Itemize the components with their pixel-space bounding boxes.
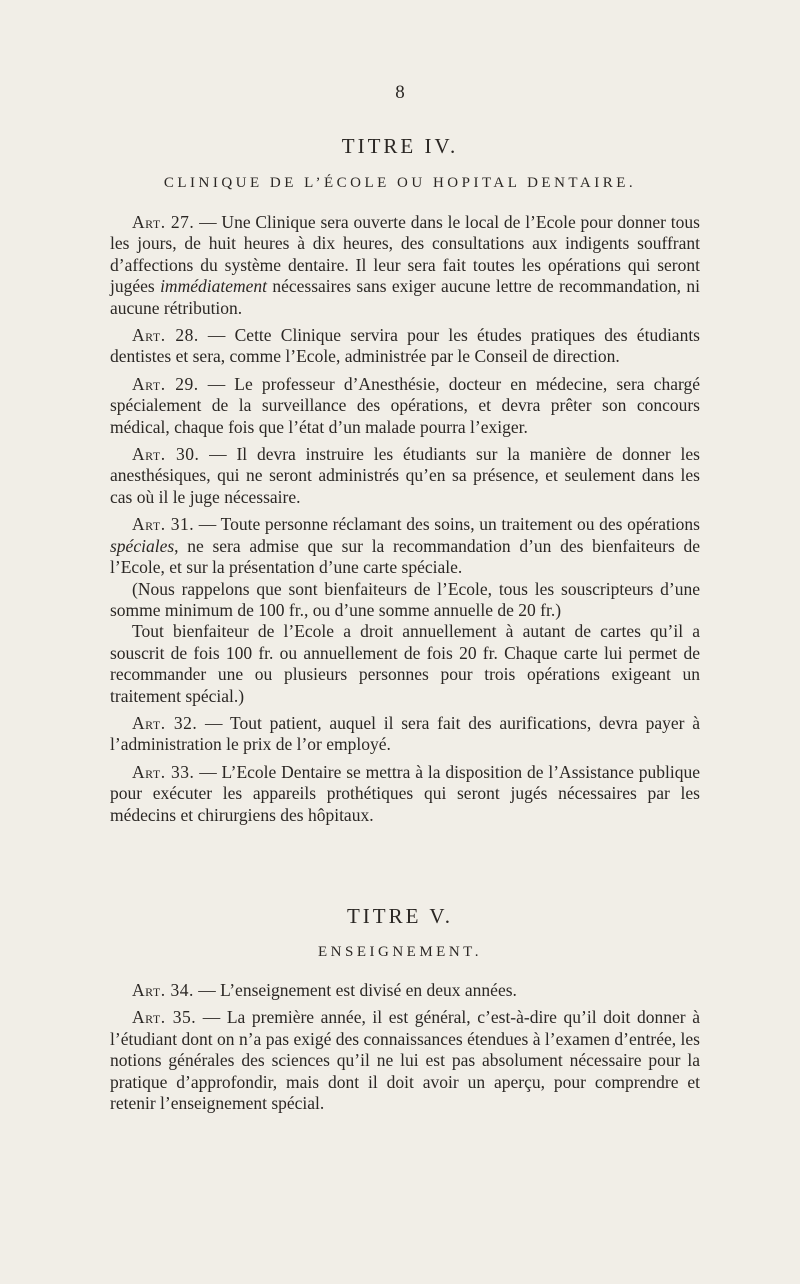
- article-text: — L’enseignement est divisé en deux années.: [193, 980, 517, 1000]
- article-label: Art. 29.: [132, 373, 199, 394]
- titre-iv-subheading: CLINIQUE DE L’ÉCOLE OU HOPITAL DENTAIRE.: [163, 175, 637, 191]
- article-emphasis: immédiatement: [160, 276, 267, 297]
- article-label: Art. 35.: [132, 1007, 197, 1028]
- article-28: [110, 325, 700, 368]
- article-35: [110, 1007, 700, 1114]
- titre-v-heading: TITRE V.: [346, 904, 454, 928]
- article-label: Art. 27.: [132, 212, 195, 232]
- article-text: — Une Clinique sera ouverte dans le local de l’Ecole pour donner tous les jours, de huit heures à dix heures, des consultations aux indigents souffrant d’affections du système dentaire. Il leur sera fait toutes les opérations qui seront jugées: [110, 212, 700, 297]
- article-emphasis: spéciales: [110, 535, 175, 556]
- article-32: [110, 713, 700, 756]
- article-text: , ne sera admise que sur la recommandation d’un des bienfaiteurs de l’Ecole, et sur la présentation d’une carte spéciale.: [110, 535, 700, 578]
- titre-v-body: [110, 980, 700, 1120]
- titre-iv-body: [110, 212, 700, 832]
- article-text: — L’Ecole Dentaire se mettra à la disposition de l’Assistance publique pour exécuter les appareils prothétiques qui seront jugés nécessaires par les médecins et chirurgiens des hôpitaux.: [110, 761, 700, 825]
- titre-iv-heading: TITRE IV.: [341, 134, 459, 158]
- article-34: [110, 980, 700, 1001]
- article-label: Art. 30.: [132, 444, 200, 465]
- article-label: Art. 33.: [132, 761, 195, 782]
- article-label: Art. 32.: [132, 712, 198, 733]
- titre-v-subheading: ENSEIGNEMENT.: [318, 944, 482, 960]
- article-text: nécessaires sans exiger aucune lettre de recommandation, ni aucune rétribution.: [110, 276, 700, 318]
- article-text: — Le professeur d’Anesthésie, docteur en médecine, sera chargé spécialement de la surveillance des opérations, et devra prêter son concours médical, chaque fois que l’état d’un malade pourra l’exiger.: [110, 373, 700, 437]
- article-text: — Il devra instruire les étudiants sur la manière de donner les anesthésiques, qui ne seront administrés qu’en sa présence, et seulement dans les cas où il le juge nécessaire.: [110, 444, 700, 507]
- article-30: [110, 444, 700, 508]
- article-29: [110, 374, 700, 438]
- article-label: Art. 28.: [132, 325, 199, 346]
- article-label: Art. 34.: [132, 980, 194, 1000]
- note-text: Tout bienfaiteur de l’Ecole a droit annuellement à autant de cartes qu’il a souscrit de fois 100 fr. ou annuellement de fois 20 fr. Chaque carte lui permet de recommander une ou plusieurs personnes pour trois opérations exigeant un traitement spécial.): [110, 621, 700, 706]
- article-33: [110, 762, 700, 826]
- cartes-note: [110, 621, 700, 707]
- article-text: — Tout patient, auquel il sera fait des aurifications, devra payer à l’administration le prix de l’or employé.: [110, 712, 700, 755]
- note-text: (Nous rappelons que sont bienfaiteurs de l’Ecole, tous les souscripteurs d’une somme minimum de 100 fr., ou d’une somme annuelle de 20 fr.): [110, 578, 700, 620]
- article-27: [110, 212, 700, 319]
- article-label: Art. 31.: [132, 514, 195, 535]
- article-31: [110, 514, 700, 578]
- bienfaiteurs-note: [110, 579, 700, 622]
- article-text: — La première année, il est général, c’est-à-dire qu’il doit donner à l’étudiant dont on n’a pas exigé des connaissances étendues à l’examen d’entrée, les notions générales des sciences qu’il ne lui est pas absolument nécessaire pour la pratique d’approfondir, mais dont il doit avoir un aperçu, pour comprendre et retenir l’enseignement spécial.: [110, 1007, 700, 1114]
- article-text: — Toute personne réclamant des soins, un traitement ou des opérations: [194, 514, 700, 535]
- page-number: 8: [395, 82, 405, 103]
- article-text: — Cette Clinique servira pour les études pratiques des étudiants dentistes et sera, comme l’Ecole, administrée par le Conseil de direction.: [110, 325, 700, 367]
